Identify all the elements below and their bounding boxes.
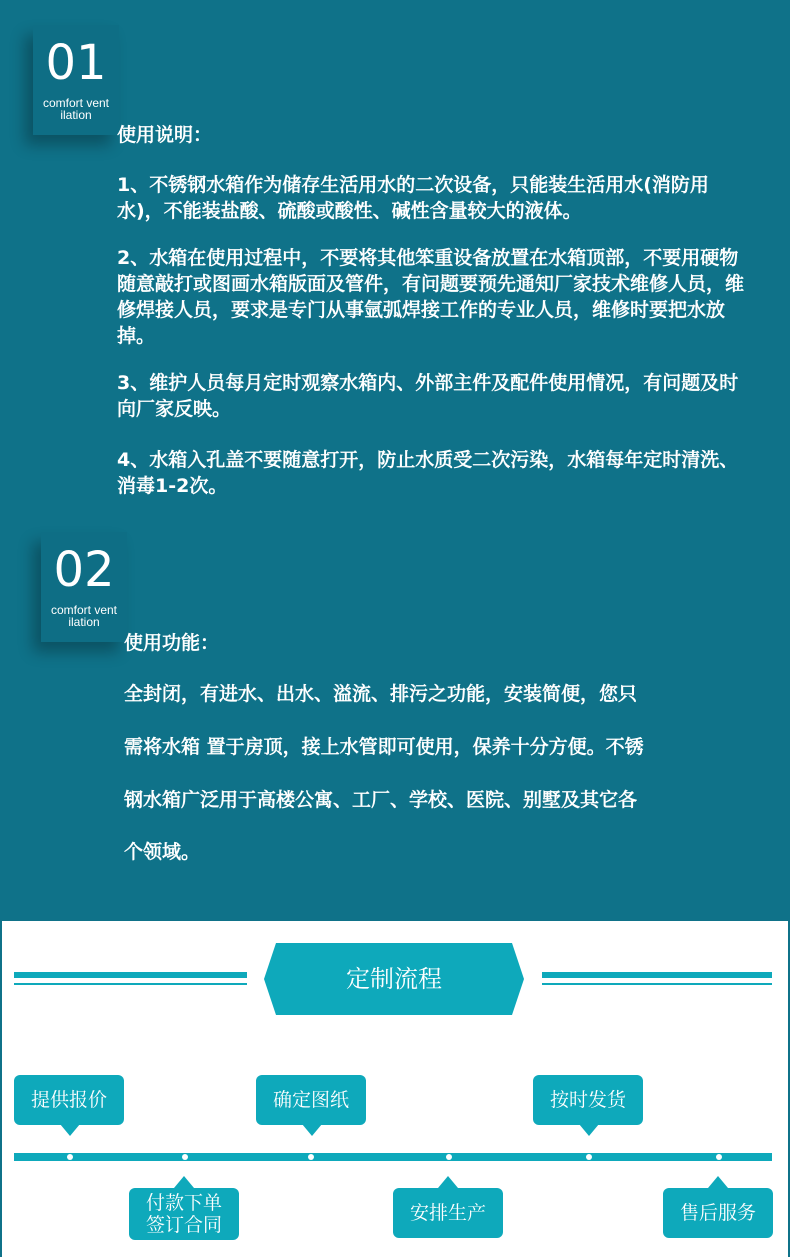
section-subtitle	[41, 604, 127, 628]
section-number-badge	[33, 25, 119, 135]
step-payment-contract	[129, 1188, 239, 1240]
step-line1: 付款下单	[145, 1192, 222, 1214]
step-pointer	[438, 1176, 458, 1188]
timeline-dot	[446, 1154, 452, 1160]
step-quote: 提供报价	[14, 1075, 124, 1125]
step-production: 安排生产	[393, 1188, 503, 1238]
process-title: 定制流程	[346, 965, 442, 993]
process-title-banner	[264, 943, 524, 1015]
step-pointer	[708, 1176, 728, 1188]
usage-instructions-heading: 使用说明：	[117, 124, 213, 146]
step-confirm-drawing: 确定图纸	[256, 1075, 366, 1125]
section-number: 01	[45, 35, 107, 91]
timeline-dot	[308, 1154, 314, 1160]
custom-process-section	[0, 921, 790, 1257]
subtitle-line2: ilation	[68, 615, 100, 629]
step-pointer	[579, 1124, 599, 1136]
subtitle-line1: comfort vent	[42, 96, 110, 110]
timeline-dot	[182, 1154, 188, 1160]
step-line2: 签订合同	[145, 1214, 222, 1236]
subtitle-line2: ilation	[60, 108, 92, 122]
section-number-badge	[41, 532, 127, 642]
timeline-dot	[586, 1154, 592, 1160]
step-pointer	[174, 1176, 194, 1188]
subtitle-line1: comfort vent	[50, 603, 118, 617]
timeline-dot	[67, 1154, 73, 1160]
process-timeline	[14, 1153, 772, 1161]
step-pointer	[302, 1124, 322, 1136]
instruction-paragraph: 2、水箱在使用过程中，不要将其他笨重设备放置在水箱顶部，不要用硬物随意敲打或图画水箱版面及管件，有问题要预先通知厂家技术维修人员，维修焊接人员，要求是专门从事氩弧焊接工作的专业人员，维修时要把水放掉。	[117, 247, 745, 347]
step-after-sales: 售后服务	[663, 1188, 773, 1238]
step-shipping: 按时发货	[533, 1075, 643, 1125]
usage-functions-heading: 使用功能：	[124, 632, 220, 654]
function-line: 个领域。	[124, 841, 201, 863]
decor-line	[14, 983, 247, 985]
function-line: 需将水箱 置于房顶，接上水管即可使用，保养十分方便。不锈	[124, 736, 644, 758]
section-subtitle	[33, 97, 119, 121]
decor-bar	[14, 972, 247, 978]
decor-line	[542, 983, 772, 985]
instruction-paragraph: 1、不锈钢水箱作为储存生活用水的二次设备，只能装生活用水(消防用水)，不能装盐酸、硫酸或酸性、碱性含量较大的液体。	[117, 174, 709, 222]
decor-bar	[542, 972, 772, 978]
function-line: 钢水箱广泛用于高楼公寓、工厂、学校、医院、别墅及其它各	[124, 789, 638, 811]
function-line: 全封闭，有进水、出水、溢流、排污之功能，安装简便，您只	[124, 683, 638, 705]
section-number: 02	[53, 542, 115, 598]
instruction-paragraph: 4、水箱入孔盖不要随意打开，防止水质受二次污染，水箱每年定时清洗、消毒1-2次。	[117, 449, 739, 497]
step-pointer	[60, 1124, 80, 1136]
timeline-dot	[716, 1154, 722, 1160]
instruction-paragraph: 3、维护人员每月定时观察水箱内、外部主件及配件使用情况，有问题及时向厂家反映。	[117, 372, 739, 420]
